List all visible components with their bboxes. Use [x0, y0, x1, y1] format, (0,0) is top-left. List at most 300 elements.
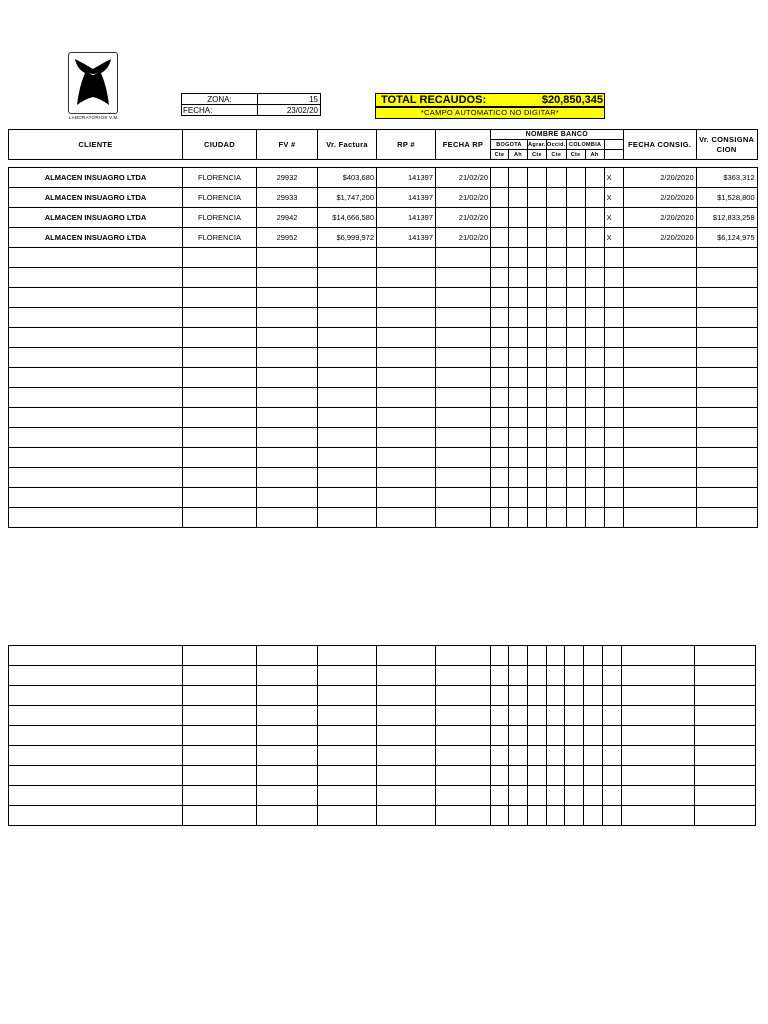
cell-occid-cte[interactable]	[547, 488, 567, 508]
cell-bogota-ah[interactable]	[509, 806, 528, 826]
cell-bogota-ah[interactable]	[509, 288, 528, 308]
cell-fecha-rp[interactable]: 21/02/20	[436, 208, 491, 228]
cell-fecha-rp[interactable]	[436, 248, 491, 268]
cell-colombia-ah[interactable]	[585, 488, 604, 508]
cell-other-bank[interactable]	[604, 348, 623, 368]
cell-bogota-cte[interactable]	[491, 388, 509, 408]
cell-fv[interactable]	[257, 248, 318, 268]
cell-agrar-cte[interactable]	[528, 268, 547, 288]
cell-other-bank[interactable]	[604, 388, 623, 408]
cell-fecha-rp[interactable]	[436, 348, 491, 368]
cell-colombia-ah[interactable]	[584, 686, 603, 706]
cell-fv[interactable]	[257, 308, 318, 328]
cell-bogota-cte[interactable]	[491, 408, 509, 428]
cell-other-bank[interactable]	[603, 686, 622, 706]
cell-occid-cte[interactable]	[547, 726, 565, 746]
cell-colombia-cte[interactable]	[566, 208, 585, 228]
cell-vr-factura[interactable]	[318, 448, 377, 468]
cell-bogota-ah[interactable]	[509, 208, 528, 228]
cell-bogota-ah[interactable]	[509, 448, 528, 468]
cell-agrar-cte[interactable]	[528, 806, 547, 826]
cell-agrar-cte[interactable]	[528, 368, 547, 388]
cell-colombia-cte[interactable]	[565, 746, 584, 766]
cell-other-bank[interactable]	[603, 666, 622, 686]
cell-bogota-ah[interactable]	[509, 328, 528, 348]
cell-other-bank[interactable]	[604, 328, 623, 348]
cell-rp[interactable]	[377, 786, 436, 806]
cell-fv[interactable]	[257, 468, 318, 488]
cell-cliente[interactable]	[9, 508, 183, 528]
cell-fecha-rp[interactable]: 21/02/20	[436, 228, 491, 248]
cell-agrar-cte[interactable]	[528, 746, 547, 766]
cell-colombia-ah[interactable]	[584, 666, 603, 686]
cell-ciudad[interactable]	[183, 806, 257, 826]
cell-agrar-cte[interactable]	[528, 508, 547, 528]
cell-fecha-consig[interactable]	[623, 368, 696, 388]
cell-fecha-rp[interactable]	[436, 508, 491, 528]
cell-cliente[interactable]	[9, 388, 183, 408]
cell-colombia-ah[interactable]	[585, 348, 604, 368]
cell-cliente[interactable]: ALMACEN INSUAGRO LTDA	[9, 188, 183, 208]
cell-ciudad[interactable]	[183, 348, 257, 368]
cell-fv[interactable]: 29932	[257, 168, 318, 188]
cell-vr-consignacion[interactable]	[695, 666, 756, 686]
cell-fecha-rp[interactable]	[436, 706, 491, 726]
cell-bogota-cte[interactable]	[491, 268, 509, 288]
cell-bogota-ah[interactable]	[509, 666, 528, 686]
cell-fecha-rp[interactable]: 21/02/20	[436, 168, 491, 188]
cell-other-bank[interactable]	[604, 288, 623, 308]
cell-other-bank[interactable]	[604, 248, 623, 268]
cell-fecha-rp[interactable]	[436, 746, 491, 766]
cell-rp[interactable]	[377, 488, 436, 508]
cell-occid-cte[interactable]	[547, 766, 565, 786]
cell-bogota-cte[interactable]	[491, 448, 509, 468]
cell-other-bank[interactable]	[603, 766, 622, 786]
cell-colombia-cte[interactable]	[566, 248, 585, 268]
cell-vr-consignacion[interactable]	[696, 508, 757, 528]
cell-fecha-consig[interactable]	[622, 726, 695, 746]
cell-ciudad[interactable]	[183, 328, 257, 348]
cell-colombia-cte[interactable]	[565, 666, 584, 686]
cell-vr-consignacion[interactable]	[696, 368, 757, 388]
cell-cliente[interactable]	[9, 686, 183, 706]
cell-rp[interactable]	[377, 766, 436, 786]
cell-fv[interactable]: 29942	[257, 208, 318, 228]
cell-rp[interactable]	[377, 726, 436, 746]
cell-colombia-cte[interactable]	[565, 786, 584, 806]
cell-vr-factura[interactable]	[318, 766, 377, 786]
cell-fv[interactable]: 29952	[257, 228, 318, 248]
cell-occid-cte[interactable]	[547, 388, 567, 408]
cell-ciudad[interactable]	[183, 468, 257, 488]
cell-fv[interactable]	[257, 786, 318, 806]
cell-vr-factura[interactable]	[318, 248, 377, 268]
cell-cliente[interactable]	[9, 746, 183, 766]
cell-fecha-rp[interactable]	[436, 288, 491, 308]
cell-bogota-cte[interactable]	[491, 368, 509, 388]
cell-colombia-ah[interactable]	[585, 228, 604, 248]
cell-agrar-cte[interactable]	[528, 188, 547, 208]
cell-occid-cte[interactable]	[547, 428, 567, 448]
cell-vr-factura[interactable]: $14,666,580	[318, 208, 377, 228]
cell-ciudad[interactable]	[183, 288, 257, 308]
cell-fv[interactable]	[257, 408, 318, 428]
cell-colombia-cte[interactable]	[566, 368, 585, 388]
cell-fv[interactable]	[257, 448, 318, 468]
cell-vr-consignacion[interactable]	[696, 328, 757, 348]
cell-cliente[interactable]: ALMACEN INSUAGRO LTDA	[9, 208, 183, 228]
cell-fecha-consig[interactable]	[622, 786, 695, 806]
cell-colombia-ah[interactable]	[585, 428, 604, 448]
cell-cliente[interactable]	[9, 368, 183, 388]
cell-colombia-ah[interactable]	[585, 508, 604, 528]
cell-ciudad[interactable]	[183, 706, 257, 726]
cell-vr-factura[interactable]	[318, 348, 377, 368]
cell-bogota-cte[interactable]	[491, 308, 509, 328]
cell-fecha-rp[interactable]: 21/02/20	[436, 188, 491, 208]
cell-fecha-consig[interactable]: 2/20/2020	[623, 188, 696, 208]
cell-cliente[interactable]: ALMACEN INSUAGRO LTDA	[9, 228, 183, 248]
cell-vr-factura[interactable]	[318, 328, 377, 348]
cell-vr-consignacion[interactable]	[696, 408, 757, 428]
cell-occid-cte[interactable]	[547, 168, 567, 188]
cell-fv[interactable]: 29933	[257, 188, 318, 208]
cell-occid-cte[interactable]	[547, 208, 567, 228]
cell-bogota-ah[interactable]	[509, 248, 528, 268]
cell-fv[interactable]	[257, 388, 318, 408]
cell-other-bank[interactable]: X	[604, 188, 623, 208]
cell-vr-consignacion[interactable]	[695, 786, 756, 806]
cell-rp[interactable]: 141397	[377, 168, 436, 188]
cell-other-bank[interactable]: X	[604, 168, 623, 188]
cell-other-bank[interactable]	[604, 308, 623, 328]
cell-ciudad[interactable]	[183, 308, 257, 328]
cell-occid-cte[interactable]	[547, 468, 567, 488]
cell-vr-factura[interactable]	[318, 726, 377, 746]
cell-cliente[interactable]	[9, 428, 183, 448]
cell-fv[interactable]	[257, 428, 318, 448]
cell-colombia-ah[interactable]	[585, 168, 604, 188]
cell-ciudad[interactable]	[183, 248, 257, 268]
cell-cliente[interactable]	[9, 468, 183, 488]
cell-colombia-ah[interactable]	[585, 408, 604, 428]
cell-vr-consignacion[interactable]	[695, 646, 756, 666]
cell-cliente[interactable]	[9, 448, 183, 468]
cell-occid-cte[interactable]	[547, 268, 567, 288]
cell-other-bank[interactable]	[604, 268, 623, 288]
cell-cliente[interactable]	[9, 706, 183, 726]
cell-bogota-cte[interactable]	[491, 806, 509, 826]
cell-agrar-cte[interactable]	[528, 666, 547, 686]
cell-colombia-ah[interactable]	[585, 468, 604, 488]
cell-other-bank[interactable]	[604, 508, 623, 528]
cell-rp[interactable]	[377, 268, 436, 288]
cell-colombia-cte[interactable]	[566, 308, 585, 328]
cell-vr-consignacion[interactable]	[695, 726, 756, 746]
cell-fv[interactable]	[257, 706, 318, 726]
cell-ciudad[interactable]	[183, 428, 257, 448]
cell-rp[interactable]	[377, 248, 436, 268]
cell-fecha-rp[interactable]	[436, 488, 491, 508]
cell-fecha-rp[interactable]	[436, 268, 491, 288]
cell-cliente[interactable]	[9, 646, 183, 666]
cell-agrar-cte[interactable]	[528, 468, 547, 488]
cell-occid-cte[interactable]	[547, 706, 565, 726]
cell-agrar-cte[interactable]	[528, 328, 547, 348]
cell-ciudad[interactable]: FLORENCIA	[183, 188, 257, 208]
cell-ciudad[interactable]	[183, 646, 257, 666]
cell-occid-cte[interactable]	[547, 288, 567, 308]
cell-vr-factura[interactable]	[318, 268, 377, 288]
cell-vr-consignacion[interactable]	[695, 706, 756, 726]
cell-rp[interactable]	[377, 666, 436, 686]
cell-colombia-cte[interactable]	[566, 508, 585, 528]
cell-fv[interactable]	[257, 268, 318, 288]
cell-colombia-ah[interactable]	[585, 448, 604, 468]
cell-vr-factura[interactable]	[318, 288, 377, 308]
cell-agrar-cte[interactable]	[528, 488, 547, 508]
cell-fv[interactable]	[257, 666, 318, 686]
cell-fecha-consig[interactable]	[623, 248, 696, 268]
cell-vr-consignacion[interactable]	[695, 766, 756, 786]
cell-agrar-cte[interactable]	[528, 288, 547, 308]
cell-cliente[interactable]	[9, 328, 183, 348]
cell-occid-cte[interactable]	[547, 806, 565, 826]
cell-colombia-ah[interactable]	[584, 786, 603, 806]
cell-other-bank[interactable]	[603, 646, 622, 666]
cell-agrar-cte[interactable]	[528, 428, 547, 448]
cell-fecha-consig[interactable]: 2/20/2020	[623, 228, 696, 248]
cell-fv[interactable]	[257, 726, 318, 746]
cell-agrar-cte[interactable]	[528, 686, 547, 706]
cell-other-bank[interactable]	[604, 408, 623, 428]
cell-vr-factura[interactable]	[318, 488, 377, 508]
cell-bogota-cte[interactable]	[491, 468, 509, 488]
cell-vr-consignacion[interactable]: $1,528,800	[696, 188, 757, 208]
cell-colombia-ah[interactable]	[584, 726, 603, 746]
cell-rp[interactable]	[377, 388, 436, 408]
cell-bogota-cte[interactable]	[491, 348, 509, 368]
cell-ciudad[interactable]	[183, 368, 257, 388]
cell-occid-cte[interactable]	[547, 248, 567, 268]
cell-fecha-consig[interactable]	[622, 746, 695, 766]
cell-rp[interactable]	[377, 686, 436, 706]
cell-rp[interactable]: 141397	[377, 208, 436, 228]
cell-agrar-cte[interactable]	[528, 248, 547, 268]
cell-colombia-cte[interactable]	[566, 228, 585, 248]
cell-agrar-cte[interactable]	[528, 208, 547, 228]
cell-fecha-consig[interactable]	[623, 328, 696, 348]
cell-bogota-ah[interactable]	[509, 408, 528, 428]
cell-occid-cte[interactable]	[547, 328, 567, 348]
cell-fecha-consig[interactable]	[622, 666, 695, 686]
cell-occid-cte[interactable]	[547, 188, 567, 208]
cell-ciudad[interactable]	[183, 686, 257, 706]
cell-other-bank[interactable]: X	[604, 208, 623, 228]
cell-vr-consignacion[interactable]	[696, 388, 757, 408]
cell-vr-factura[interactable]	[318, 408, 377, 428]
cell-vr-factura[interactable]	[318, 388, 377, 408]
cell-bogota-ah[interactable]	[509, 646, 528, 666]
cell-other-bank[interactable]	[604, 488, 623, 508]
cell-ciudad[interactable]	[183, 448, 257, 468]
cell-other-bank[interactable]	[604, 368, 623, 388]
cell-rp[interactable]: 141397	[377, 228, 436, 248]
cell-fv[interactable]	[257, 508, 318, 528]
cell-colombia-ah[interactable]	[584, 806, 603, 826]
cell-fv[interactable]	[257, 766, 318, 786]
cell-fecha-rp[interactable]	[436, 468, 491, 488]
cell-cliente[interactable]	[9, 308, 183, 328]
cell-ciudad[interactable]: FLORENCIA	[183, 208, 257, 228]
cell-rp[interactable]	[377, 706, 436, 726]
cell-colombia-cte[interactable]	[566, 488, 585, 508]
cell-fecha-consig[interactable]	[623, 488, 696, 508]
cell-cliente[interactable]	[9, 806, 183, 826]
cell-fecha-consig[interactable]: 2/20/2020	[623, 208, 696, 228]
cell-rp[interactable]	[377, 328, 436, 348]
cell-bogota-ah[interactable]	[509, 368, 528, 388]
cell-agrar-cte[interactable]	[528, 706, 547, 726]
cell-occid-cte[interactable]	[547, 448, 567, 468]
cell-cliente[interactable]	[9, 408, 183, 428]
cell-other-bank[interactable]: X	[604, 228, 623, 248]
cell-rp[interactable]	[377, 288, 436, 308]
cell-fecha-rp[interactable]	[436, 448, 491, 468]
cell-bogota-ah[interactable]	[509, 766, 528, 786]
cell-fecha-rp[interactable]	[436, 806, 491, 826]
cell-bogota-ah[interactable]	[509, 686, 528, 706]
cell-vr-factura[interactable]	[318, 666, 377, 686]
cell-colombia-ah[interactable]	[585, 288, 604, 308]
cell-fv[interactable]	[257, 488, 318, 508]
cell-cliente[interactable]	[9, 248, 183, 268]
cell-colombia-cte[interactable]	[565, 706, 584, 726]
cell-colombia-cte[interactable]	[566, 168, 585, 188]
cell-vr-consignacion[interactable]	[696, 268, 757, 288]
cell-occid-cte[interactable]	[547, 228, 567, 248]
cell-colombia-ah[interactable]	[584, 766, 603, 786]
cell-vr-consignacion[interactable]	[695, 746, 756, 766]
cell-occid-cte[interactable]	[547, 686, 565, 706]
cell-colombia-cte[interactable]	[566, 188, 585, 208]
cell-colombia-cte[interactable]	[566, 388, 585, 408]
cell-occid-cte[interactable]	[547, 746, 565, 766]
cell-ciudad[interactable]	[183, 268, 257, 288]
cell-vr-factura[interactable]: $403,680	[318, 168, 377, 188]
cell-colombia-ah[interactable]	[585, 368, 604, 388]
cell-fecha-rp[interactable]	[436, 786, 491, 806]
cell-vr-consignacion[interactable]: $12,833,258	[696, 208, 757, 228]
cell-colombia-cte[interactable]	[566, 408, 585, 428]
cell-vr-consignacion[interactable]: $363,312	[696, 168, 757, 188]
cell-colombia-cte[interactable]	[565, 686, 584, 706]
cell-fv[interactable]	[257, 686, 318, 706]
cell-fecha-rp[interactable]	[436, 766, 491, 786]
cell-vr-factura[interactable]	[318, 468, 377, 488]
cell-occid-cte[interactable]	[547, 508, 567, 528]
cell-fecha-consig[interactable]	[623, 308, 696, 328]
cell-other-bank[interactable]	[603, 746, 622, 766]
cell-agrar-cte[interactable]	[528, 408, 547, 428]
cell-agrar-cte[interactable]	[528, 348, 547, 368]
cell-fv[interactable]	[257, 288, 318, 308]
cell-vr-consignacion[interactable]	[695, 806, 756, 826]
cell-cliente[interactable]	[9, 726, 183, 746]
cell-vr-factura[interactable]: $1,747,200	[318, 188, 377, 208]
cell-agrar-cte[interactable]	[528, 388, 547, 408]
cell-fv[interactable]	[257, 328, 318, 348]
cell-rp[interactable]: 141397	[377, 188, 436, 208]
cell-bogota-cte[interactable]	[491, 228, 509, 248]
cell-colombia-ah[interactable]	[585, 188, 604, 208]
cell-ciudad[interactable]: FLORENCIA	[183, 168, 257, 188]
cell-rp[interactable]	[377, 508, 436, 528]
cell-occid-cte[interactable]	[547, 348, 567, 368]
cell-ciudad[interactable]	[183, 666, 257, 686]
cell-fecha-rp[interactable]	[436, 408, 491, 428]
cell-fecha-consig[interactable]	[622, 646, 695, 666]
cell-fecha-consig[interactable]	[622, 766, 695, 786]
cell-bogota-ah[interactable]	[509, 488, 528, 508]
cell-ciudad[interactable]	[183, 388, 257, 408]
cell-agrar-cte[interactable]	[528, 646, 547, 666]
cell-bogota-cte[interactable]	[491, 328, 509, 348]
cell-colombia-ah[interactable]	[585, 268, 604, 288]
cell-vr-consignacion[interactable]	[696, 288, 757, 308]
cell-fecha-rp[interactable]	[436, 388, 491, 408]
cell-bogota-cte[interactable]	[491, 726, 509, 746]
cell-vr-consignacion[interactable]	[696, 248, 757, 268]
cell-fecha-consig[interactable]	[622, 686, 695, 706]
cell-colombia-cte[interactable]	[566, 288, 585, 308]
cell-colombia-ah[interactable]	[585, 328, 604, 348]
cell-colombia-ah[interactable]	[584, 706, 603, 726]
cell-vr-factura[interactable]	[318, 746, 377, 766]
cell-rp[interactable]	[377, 806, 436, 826]
cell-vr-factura[interactable]	[318, 686, 377, 706]
cell-rp[interactable]	[377, 348, 436, 368]
cell-bogota-cte[interactable]	[491, 208, 509, 228]
cell-rp[interactable]	[377, 408, 436, 428]
cell-agrar-cte[interactable]	[528, 448, 547, 468]
cell-bogota-ah[interactable]	[509, 508, 528, 528]
cell-fecha-consig[interactable]	[623, 348, 696, 368]
cell-colombia-ah[interactable]	[584, 746, 603, 766]
cell-other-bank[interactable]	[603, 706, 622, 726]
cell-vr-factura[interactable]	[318, 786, 377, 806]
cell-ciudad[interactable]	[183, 766, 257, 786]
cell-colombia-cte[interactable]	[566, 328, 585, 348]
cell-bogota-ah[interactable]	[509, 308, 528, 328]
cell-cliente[interactable]	[9, 666, 183, 686]
cell-cliente[interactable]	[9, 766, 183, 786]
cell-bogota-cte[interactable]	[491, 786, 509, 806]
cell-ciudad[interactable]: FLORENCIA	[183, 228, 257, 248]
cell-occid-cte[interactable]	[547, 786, 565, 806]
cell-bogota-ah[interactable]	[509, 268, 528, 288]
cell-bogota-cte[interactable]	[491, 666, 509, 686]
cell-bogota-ah[interactable]	[509, 468, 528, 488]
cell-vr-consignacion[interactable]	[696, 348, 757, 368]
cell-other-bank[interactable]	[604, 448, 623, 468]
cell-cliente[interactable]	[9, 348, 183, 368]
cell-fecha-rp[interactable]	[436, 686, 491, 706]
cell-fecha-consig[interactable]	[623, 408, 696, 428]
cell-fecha-consig[interactable]	[622, 806, 695, 826]
cell-fecha-rp[interactable]	[436, 726, 491, 746]
